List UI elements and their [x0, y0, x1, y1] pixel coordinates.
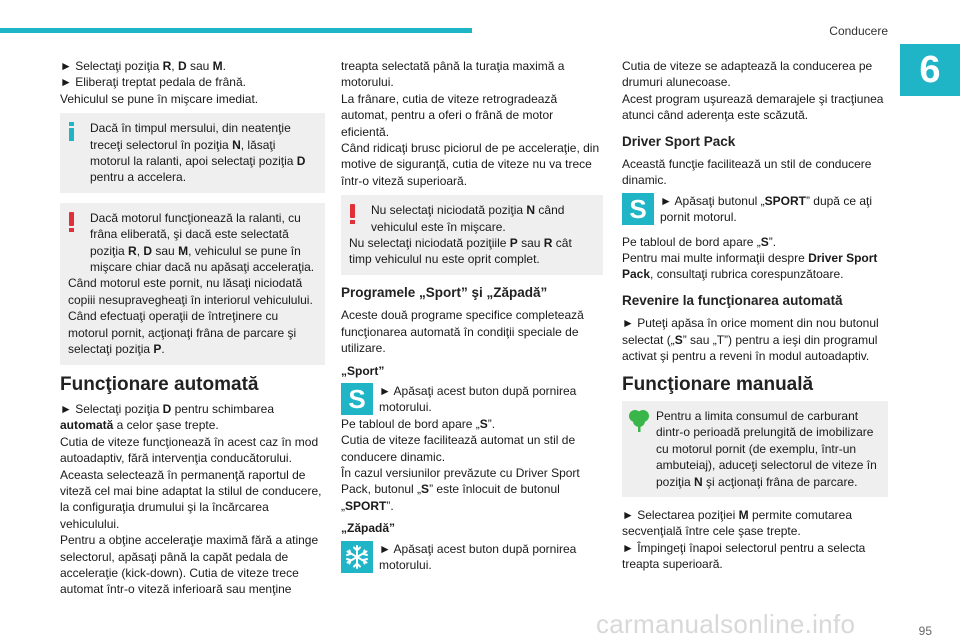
auto-text-3: Aceasta selectează în permanenţă raportul de viteză cel mai bine adaptat la stilul de conducere, la configuraţia drumului şi la încărcarea vehiculului. [60, 467, 322, 531]
auto-step: ► Selectaţi poziţia D pentru schimbarea automată a celor şase trepte. [60, 401, 274, 433]
col3-text-2: Acest program uşurează demarajele şi tracţiunea atunci când aderenţa este scăzută. [622, 91, 884, 123]
snow-step: ► Apăsaţi acest buton după pornirea motorului. [379, 541, 577, 572]
warning-icon [66, 212, 76, 232]
sport-button-icon: S [341, 383, 373, 415]
warning-box [60, 203, 325, 365]
manual-step-1: ► Selectarea poziţiei M permite comutarea secvenţială între cele şase trepte. [622, 507, 852, 539]
eco-text: Pentru a limita consumul de carburant dintr-o perioadă prelungită de imobilizare cu motorul pornit (de exemplu, într-un ambuteiaj), aduceţi selectorul de viteze în poziţia N şi acţionaţi frâna de parcare. [656, 408, 877, 489]
sport-button-icon: S [622, 193, 654, 225]
heading-sport: „Sport” [341, 363, 385, 378]
auto-text-2: Cutia de viteze funcţionează în acest caz în mod autoadaptiv, fără intervenţia conducătorului. [60, 434, 319, 466]
heading-programs: Programele „Sport” şi „Zăpadă” [341, 284, 548, 300]
dsp-text-3: Pe tabloul de bord apare „S”. [622, 234, 777, 249]
chapter-badge: 6 [900, 44, 960, 96]
warning2-text-1: Nu selectaţi niciodată poziţia N când vehiculul este în mişcare. [371, 203, 565, 234]
sport-text-4: În cazul versiunilor prevăzute cu Driver Sport Pack, butonul „S” este înlocuit de butonul „SPORT”. [341, 465, 580, 513]
warning-text-1: Dacă motorul funcţionează la ralanti, cu frâna eliberată, şi dacă este selectată poziţia R, D sau M, vehiculul se pune în mişcare chiar dacă nu apăsaţi acceleraţia. [90, 210, 315, 275]
manual-step-2: ► Împingeţi înapoi selectorul pentru a selecta treapta superioară. [622, 540, 866, 572]
col2-text-3: Când ridicaţi brusc piciorul de pe acceleraţie, din motive de siguranţă, cutia de viteze nu va trece într-o viteză superioară. [341, 141, 600, 188]
dsp-text-4: Pentru mai multe informaţii despre Driver Sport Pack, consultaţi rubrica corespunzătoare. [622, 251, 878, 282]
header-accent-bar [0, 28, 472, 33]
auto-text-4: Pentru a obţine acceleraţie maximă fără a atinge selectorul, apăsaţi până la capăt pedala de acceleraţie (kick-down). Cutia de viteze trece automat într-o viteză inferioară sau menţine [60, 533, 319, 597]
col3-text-1: Cutia de viteze se adaptează la conducerea pe drumuri alunecoase. [622, 59, 873, 90]
warning-box-2 [341, 195, 603, 275]
info-icon [66, 122, 76, 140]
programs-text: Aceste două programe specifice completează funcţionarea automată în condiţii speciale de utilizare. [341, 308, 584, 356]
sport-text-2: Pe tabloul de bord apare „S”. [341, 416, 496, 431]
warning-text-3: Când efectuaţi operaţii de întreţinere cu motorul pornit, acţionaţi frâna de parcare şi selectaţi poziţia P. [68, 309, 297, 357]
return-text: ► Puteţi apăsa în orice moment din nou butonul selectat („S” sau „T”) pentru a ieşi din programul activat şi pentru a reveni în modul autoadaptiv. [622, 316, 879, 364]
heading-snow: „Zăpadă” [341, 521, 396, 536]
watermark: carmanualsonline.info [596, 609, 856, 639]
warning-icon [347, 204, 357, 224]
warning2-text-2: Nu selectaţi niciodată poziţiile P sau R cât timp vehiculul nu este oprit complet. [349, 236, 572, 267]
dsp-step: ► Apăsaţi butonul „SPORT” după ce aţi pornit motorul. [660, 193, 872, 225]
col2-text-2: La frânare, cutia de viteze retrogradează automat, pentru a oferi o frână de motor eficientă. [341, 91, 558, 139]
snowflake-icon [341, 541, 373, 573]
heading-manual: Funcţionare manuală [622, 373, 814, 395]
sport-button-row [341, 383, 603, 416]
column-3 [622, 58, 888, 573]
heading-driver-sport-pack: Driver Sport Pack [622, 133, 736, 149]
sport-step: ► Apăsaţi acest buton după pornirea motorului. [379, 383, 577, 415]
heading-return-auto: Revenire la funcţionarea automată [622, 292, 843, 308]
column-1 [60, 58, 325, 598]
col2-text-1: treapta selectată până la turaţia maximă a motorului. [341, 59, 565, 90]
info-box [60, 113, 325, 193]
eco-leaf-icon [628, 408, 650, 432]
dsp-button-row [622, 193, 888, 226]
sport-text-3: Cutia de viteze facilitează automat un stil de conducere dinamic. [341, 433, 576, 464]
heading-automatic: Funcţionare automată [60, 373, 259, 395]
page-number: 95 [918, 624, 932, 638]
warning-text-2: Când motorul este pornit, nu lăsaţi niciodată copiii nesupravegheaţi în interiorul vehiculului. [68, 276, 313, 307]
eco-box [622, 401, 888, 497]
step-release-brake: ► Eliberaţi treptat pedala de frână. [60, 75, 246, 90]
section-title: Conducere [829, 24, 888, 38]
dsp-text-1: Această funcţie facilitează un stil de conducere dinamic. [622, 157, 872, 188]
info-text: Dacă în timpul mersului, din neatenţie treceţi selectorul în poziţia N, lăsaţi motorul la ralanti, apoi selectaţi poziţia D pentru a accelera. [90, 121, 306, 185]
column-2 [341, 58, 603, 573]
snow-button-row [341, 541, 603, 574]
step-select-position: ► Selectaţi poziţia R, D sau M. [60, 59, 226, 73]
vehicle-moves-text: Vehiculul se pune în mişcare imediat. [60, 91, 259, 106]
